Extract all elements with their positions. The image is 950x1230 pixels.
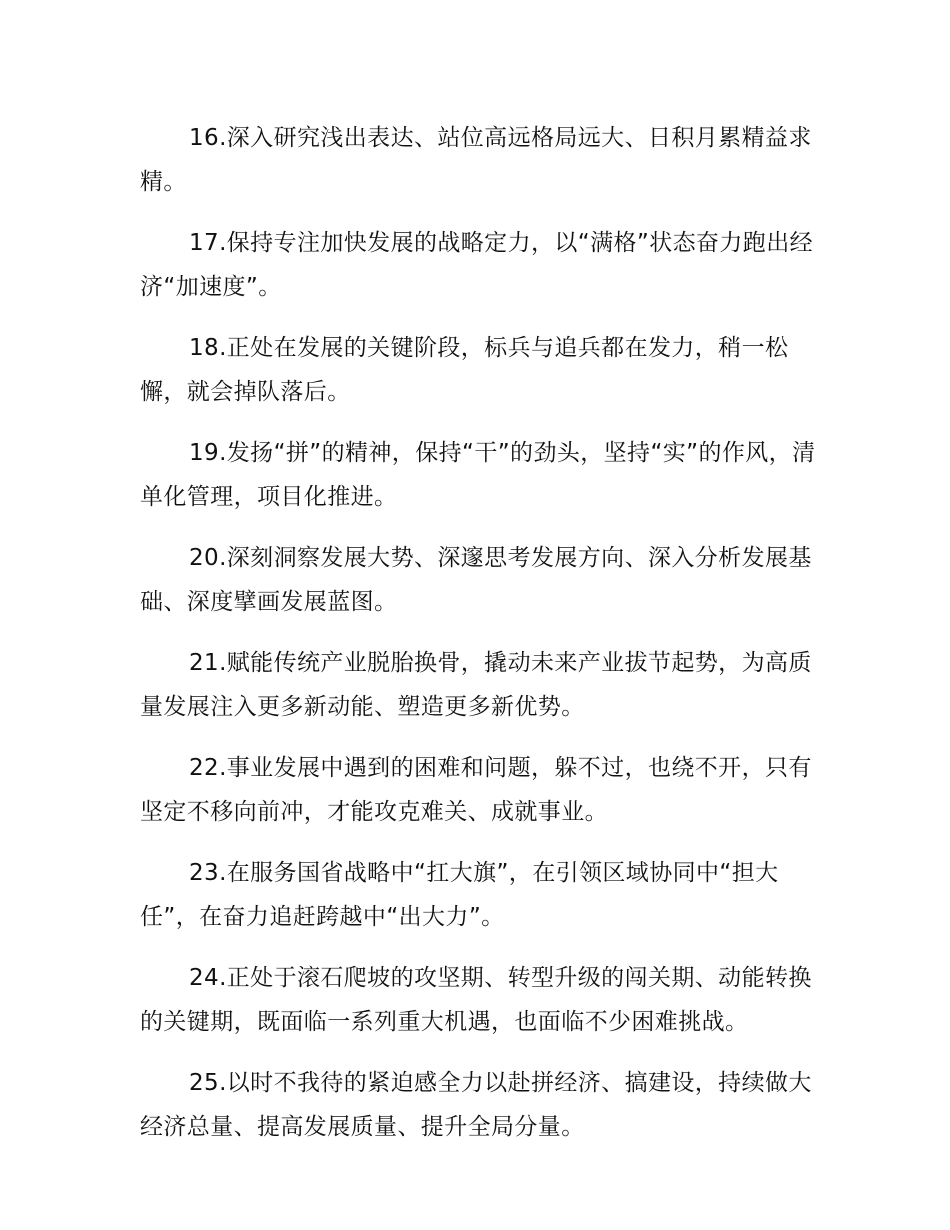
paragraph-21: 21.赋能传统产业脱胎换骨，撬动未来产业拔节起势，为高质量发展注入更多新动能、塑造更多新优势。 [140,650,812,720]
paragraph-19: 19.发扬“拼”的精神，保持“干”的劲头，坚持“实”的作风，清单化管理，项目化推进。 [140,440,816,510]
paragraph-25: 25.以时不我待的紧迫感全力以赴拼经济、搞建设，持续做大经济总量、提高发展质量、提升全局分量。 [140,1070,812,1140]
document-body [140,116,830,1166]
paragraph-17: 17.保持专注加快发展的战略定力，以“满格”状态奋力跑出经济“加速度”。 [140,230,814,300]
paragraph-23: 23.在服务国省战略中“扛大旗”，在引领区域协同中“担大任”，在奋力追赶跨越中“出大力”。 [140,860,779,930]
paragraph-18: 18.正处在发展的关键阶段，标兵与追兵都在发力，稍一松懈，就会掉队落后。 [140,335,789,405]
paragraph-24: 24.正处于滚石爬坡的攻坚期、转型升级的闯关期、动能转换的关键期，既面临一系列重大机遇，也面临不少困难挑战。 [140,965,812,1035]
paragraph-16: 16.深入研究浅出表达、站位高远格局远大、日积月累精益求精。 [140,125,812,195]
paragraph-22: 22.事业发展中遇到的困难和问题，躲不过，也绕不开，只有坚定不移向前冲，才能攻克难关、成就事业。 [140,755,812,825]
paragraph-20: 20.深刻洞察发展大势、深邃思考发展方向、深入分析发展基础、深度擘画发展蓝图。 [140,545,812,615]
